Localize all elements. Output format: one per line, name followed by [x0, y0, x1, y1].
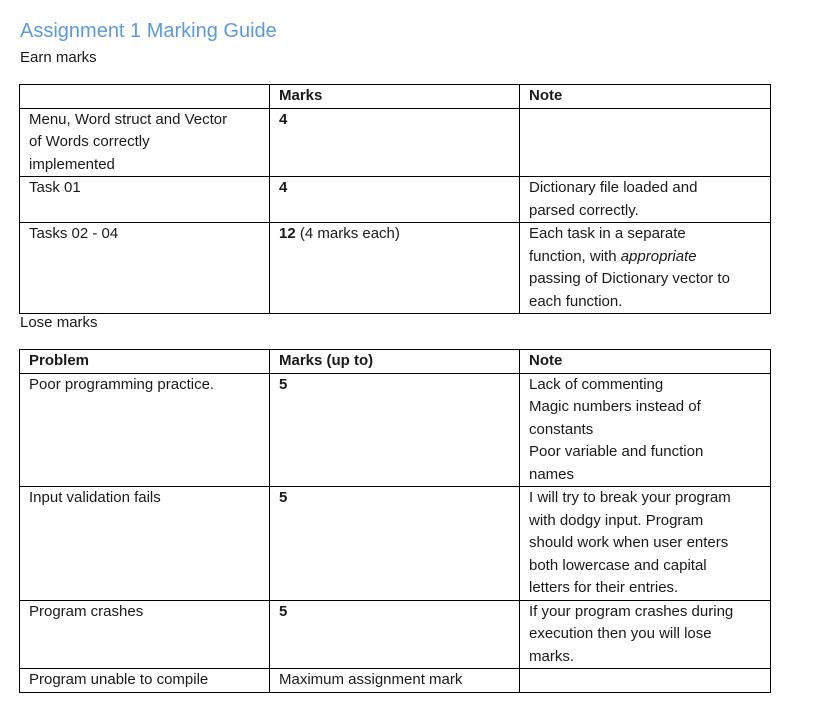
item-text-line: Tasks 02 - 04	[29, 225, 119, 242]
note-cell	[520, 669, 771, 693]
problem-text-line: Program unable to compile	[29, 671, 209, 688]
problem-cell	[20, 373, 270, 487]
note-text-line: with dodgy input. Program	[529, 511, 704, 529]
table-header-row	[20, 85, 771, 109]
item-cell	[20, 223, 270, 314]
problem-text-line: Program crashes	[29, 602, 144, 620]
table-row	[20, 373, 771, 487]
header-cell-item	[20, 85, 270, 109]
note-text-line: If your program crashes during	[529, 602, 734, 620]
note-text-line: Poor variable and function	[529, 443, 704, 460]
note-text-line	[529, 246, 762, 269]
note-text-line: each function.	[529, 292, 623, 310]
marks-value: 4	[279, 110, 288, 128]
header-cell-note: Note	[520, 85, 771, 109]
problem-text-line: Input validation fails	[29, 489, 161, 506]
earn-marks-table	[19, 84, 771, 314]
marks-detail: (4 marks each)	[295, 225, 400, 242]
marks-cell	[270, 108, 520, 177]
item-text-line: implemented	[29, 155, 115, 173]
note-text-fragment: function, with	[529, 247, 621, 265]
header-cell-marks: Marks (up to)	[270, 350, 520, 374]
item-text-line: of Words correctly	[29, 133, 150, 150]
header-cell-problem: Problem	[20, 350, 270, 374]
note-cell	[520, 600, 771, 669]
problem-cell	[20, 600, 270, 669]
note-text-line: names	[529, 465, 575, 483]
note-text-line: constants	[529, 420, 594, 438]
note-text-line: should work when user enters	[529, 534, 729, 551]
marks-cell	[270, 669, 520, 693]
table-row	[20, 487, 771, 601]
note-text-line: marks.	[529, 647, 574, 665]
table-row	[20, 669, 771, 693]
marks-cell	[270, 373, 520, 487]
item-text-line: Menu, Word struct and Vector	[29, 110, 228, 128]
note-text-line: execution then you will lose	[529, 625, 712, 642]
note-cell	[520, 373, 771, 487]
header-cell-note: Note	[520, 350, 771, 374]
table-row	[20, 223, 771, 314]
marks-cell	[270, 177, 520, 223]
note-text-line: passing of Dictionary vector to	[529, 270, 730, 287]
note-cell	[520, 223, 771, 314]
table-row	[20, 177, 771, 223]
problem-cell	[20, 487, 270, 601]
document-title: Assignment 1 Marking Guide	[20, 20, 277, 42]
marks-value: 5	[279, 602, 288, 620]
item-cell	[20, 108, 270, 177]
marks-value: 12	[279, 225, 296, 242]
item-cell	[20, 177, 270, 223]
problem-text-line: Poor programming practice.	[29, 375, 215, 393]
note-text-line: both lowercase and capital	[529, 556, 707, 574]
marks-cell	[270, 487, 520, 601]
note-text-line: Dictionary file loaded and	[529, 179, 698, 196]
problem-cell	[20, 669, 270, 693]
note-text-line: Magic numbers instead of	[529, 398, 701, 415]
note-text-line: letters for their entries.	[529, 579, 679, 596]
note-text-line: Each task in a separate	[529, 225, 686, 242]
marks-value: 5	[279, 489, 288, 506]
lose-marks-label: Lose marks	[20, 314, 98, 331]
table-row	[20, 108, 771, 177]
marks-cell	[270, 223, 520, 314]
note-cell	[520, 108, 771, 177]
note-emphasis: appropriate	[620, 247, 697, 265]
marks-value: 5	[279, 375, 288, 393]
marks-cell	[270, 600, 520, 669]
table-row	[20, 600, 771, 669]
note-cell	[520, 177, 771, 223]
lose-marks-table	[19, 349, 771, 693]
item-text-line: Task 01	[29, 179, 81, 196]
header-cell-marks: Marks	[270, 85, 520, 109]
marks-value: 4	[279, 179, 288, 196]
note-text-line: I will try to break your program	[529, 489, 731, 506]
note-cell	[520, 487, 771, 601]
earn-marks-label: Earn marks	[20, 49, 97, 66]
marks-value: Maximum assignment mark	[279, 671, 463, 688]
note-text-line: parsed correctly.	[529, 201, 639, 219]
note-text-line: Lack of commenting	[529, 375, 664, 393]
table-header-row	[20, 350, 771, 374]
